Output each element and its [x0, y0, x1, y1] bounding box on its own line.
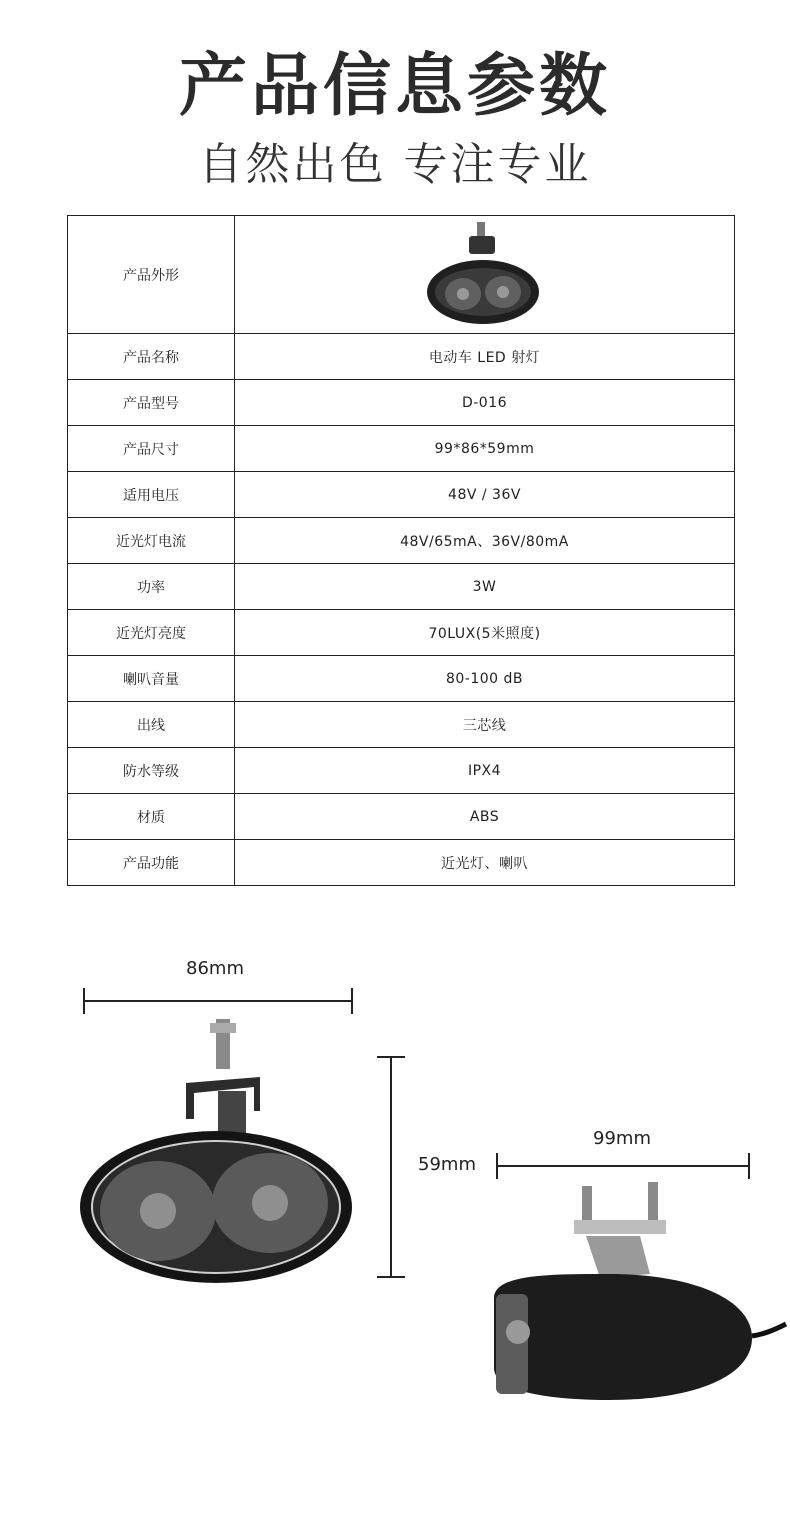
spec-label: 出线 — [68, 702, 235, 748]
spec-value: 近光灯、喇叭 — [235, 840, 735, 886]
page-subtitle: 自然出色 专注专业 — [198, 139, 592, 190]
table-row — [68, 564, 735, 610]
spec-label: 产品外形 — [68, 216, 235, 334]
table-row — [68, 380, 735, 426]
width-dimension-label: 86mm — [186, 958, 244, 979]
spec-label: 产品型号 — [68, 380, 235, 426]
spec-label: 防水等级 — [68, 748, 235, 794]
width-dimension-line — [83, 1000, 353, 1002]
table-row — [68, 216, 735, 334]
length-dimension-line — [496, 1165, 750, 1167]
spec-label: 产品功能 — [68, 840, 235, 886]
height-dimension-line — [390, 1057, 392, 1277]
length-dimension-tick — [496, 1153, 498, 1179]
spec-label: 近光灯电流 — [68, 518, 235, 564]
table-row — [68, 748, 735, 794]
width-dimension-tick — [351, 988, 353, 1014]
height-dimension-tick — [377, 1276, 405, 1278]
table-row — [68, 334, 735, 380]
width-dimension-tick — [83, 988, 85, 1014]
spec-label: 适用电压 — [68, 472, 235, 518]
table-row — [68, 794, 735, 840]
table-row — [68, 840, 735, 886]
front-view-product-image — [78, 1015, 358, 1285]
table-row — [68, 472, 735, 518]
spec-value: 电动车 LED 射灯 — [235, 334, 735, 380]
spec-value: 48V/65mA、36V/80mA — [235, 518, 735, 564]
table-row — [68, 426, 735, 472]
height-dimension-label: 59mm — [418, 1154, 476, 1175]
spec-value: 99*86*59mm — [235, 426, 735, 472]
spec-label: 产品名称 — [68, 334, 235, 380]
table-row — [68, 518, 735, 564]
spec-table — [67, 215, 735, 886]
spec-value: D-016 — [235, 380, 735, 426]
table-row — [68, 610, 735, 656]
spec-value: ABS — [235, 794, 735, 840]
spec-value: 三芯线 — [235, 702, 735, 748]
length-dimension-label: 99mm — [593, 1128, 651, 1149]
side-view-product-image — [490, 1178, 788, 1408]
page-title: 产品信息参数 — [178, 47, 611, 126]
spec-label: 功率 — [68, 564, 235, 610]
spec-value: 80-100 dB — [235, 656, 735, 702]
spec-label: 产品尺寸 — [68, 426, 235, 472]
spec-label: 近光灯亮度 — [68, 610, 235, 656]
product-photo-cell — [235, 216, 735, 334]
spec-value: 3W — [235, 564, 735, 610]
spec-value: IPX4 — [235, 748, 735, 794]
table-row — [68, 656, 735, 702]
length-dimension-tick — [748, 1153, 750, 1179]
height-dimension-tick — [377, 1056, 405, 1058]
spec-value: 70LUX(5米照度) — [235, 610, 735, 656]
spec-label: 喇叭音量 — [68, 656, 235, 702]
spec-value: 48V / 36V — [235, 472, 735, 518]
product-thumbnail-image — [425, 218, 545, 328]
spec-label: 材质 — [68, 794, 235, 840]
table-row — [68, 702, 735, 748]
